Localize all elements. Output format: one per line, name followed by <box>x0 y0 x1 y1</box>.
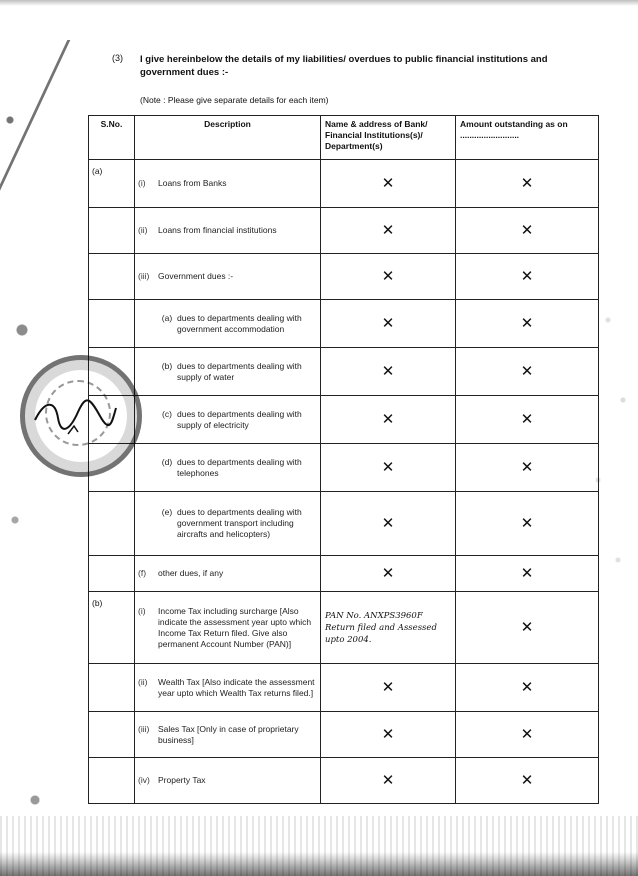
cross-mark: ✕ <box>381 174 395 192</box>
row-description-cell <box>135 300 321 348</box>
table-row <box>89 592 599 664</box>
cross-mark: ✕ <box>520 174 534 192</box>
row-name-cell <box>321 254 456 300</box>
row-serial: (b) <box>92 598 103 608</box>
row-name-cell <box>321 492 456 556</box>
cross-mark: ✕ <box>520 458 534 476</box>
row-description: Income Tax including surcharge [Also indicate the assessment year upto which Income Tax Return filed. Give also permanent Account Number (PAN)] <box>158 605 312 649</box>
row-description-cell <box>135 254 321 300</box>
row-sub-number: (iii) <box>138 271 150 281</box>
cross-mark: ✕ <box>381 362 395 380</box>
cross-mark: ✕ <box>381 410 395 428</box>
table-row <box>89 556 599 592</box>
row-amount-cell <box>456 758 599 804</box>
row-amount-cell <box>456 664 599 712</box>
row-amount-cell <box>456 556 599 592</box>
row-description: Property Tax <box>158 775 206 785</box>
table-row <box>89 712 599 758</box>
row-serial-cell <box>89 300 135 348</box>
cross-mark: ✕ <box>381 771 395 789</box>
row-name-cell <box>321 444 456 492</box>
cross-mark: ✕ <box>520 564 534 582</box>
row-serial-cell <box>89 712 135 758</box>
row-amount-cell <box>456 444 599 492</box>
row-description-cell <box>135 592 321 664</box>
row-description: dues to departments dealing with telephones <box>177 456 302 478</box>
table-row <box>89 348 599 396</box>
row-description-cell <box>135 160 321 208</box>
table-row <box>89 300 599 348</box>
row-serial-cell <box>89 664 135 712</box>
table-row <box>89 664 599 712</box>
table-row <box>89 160 599 208</box>
row-name-cell <box>321 712 456 758</box>
row-description-cell <box>135 664 321 712</box>
row-description: other dues, if any <box>158 568 224 578</box>
section-number: (3) <box>112 53 123 63</box>
row-description: Wealth Tax [Also indicate the assessment year upto which Wealth Tax returns filed.] <box>158 676 315 698</box>
table-row <box>89 396 599 444</box>
header-name-address: Name & address of Bank/ Financial Institutions(s)/ Department(s) <box>321 116 456 160</box>
table-row <box>89 254 599 300</box>
row-sub-number: (e) <box>161 507 173 517</box>
cross-mark: ✕ <box>381 564 395 582</box>
row-serial-cell <box>89 254 135 300</box>
row-sub-number: (d) <box>161 456 173 467</box>
row-serial-cell <box>89 492 135 556</box>
row-description: dues to departments dealing with government transport including aircrafts and helicopters) <box>177 507 302 539</box>
cross-mark: ✕ <box>381 514 395 532</box>
header-description: Description <box>135 116 321 160</box>
row-description-cell <box>135 492 321 556</box>
cross-mark: ✕ <box>520 678 534 696</box>
row-description-cell <box>135 556 321 592</box>
cross-mark: ✕ <box>381 314 395 332</box>
cross-mark: ✕ <box>520 221 534 239</box>
cross-mark: ✕ <box>381 458 395 476</box>
row-amount-cell <box>456 348 599 396</box>
cross-mark: ✕ <box>520 410 534 428</box>
row-description: Loans from financial institutions <box>158 225 277 235</box>
row-sub-number: (i) <box>138 178 146 188</box>
row-sub-number: (b) <box>161 360 173 371</box>
row-name-cell <box>321 664 456 712</box>
intro-text: I give hereinbelow the details of my liabilities/ overdues to public financial institutions and government dues :- <box>140 54 548 78</box>
row-description: Loans from Banks <box>158 178 227 188</box>
liabilities-table <box>88 115 599 804</box>
cross-mark: ✕ <box>520 618 534 636</box>
row-sub-number: (f) <box>138 568 147 578</box>
cross-mark: ✕ <box>520 267 534 285</box>
header-sno: S.No. <box>89 116 135 160</box>
row-description: dues to departments dealing with supply of water <box>177 360 302 382</box>
row-description: dues to departments dealing with government accommodation <box>177 312 302 334</box>
row-description-cell <box>135 712 321 758</box>
row-sub-number: (i) <box>138 605 146 616</box>
row-description: Government dues :- <box>158 271 234 281</box>
row-name-cell <box>321 758 456 804</box>
row-description: dues to departments dealing with supply of electricity <box>177 408 302 430</box>
row-description-cell <box>135 396 321 444</box>
row-description: Sales Tax [Only in case of proprietary business] <box>158 723 299 745</box>
row-sub-number: (iii) <box>138 723 150 734</box>
cross-mark: ✕ <box>520 725 534 743</box>
scan-bottom-edge <box>0 852 638 876</box>
cross-mark: ✕ <box>520 314 534 332</box>
cross-mark: ✕ <box>520 362 534 380</box>
row-serial-cell <box>89 208 135 254</box>
row-amount-cell <box>456 592 599 664</box>
cross-mark: ✕ <box>381 221 395 239</box>
row-name-cell <box>321 396 456 444</box>
signature-scribble <box>30 390 120 440</box>
row-amount-cell <box>456 492 599 556</box>
table-row <box>89 444 599 492</box>
row-sub-number: (a) <box>161 312 173 323</box>
row-amount-cell <box>456 300 599 348</box>
note-text: (Note : Please give separate details for each item) <box>140 95 329 105</box>
row-description-cell <box>135 208 321 254</box>
row-name-cell <box>321 300 456 348</box>
cross-mark: ✕ <box>381 267 395 285</box>
row-sub-number: (c) <box>162 408 172 419</box>
cross-mark: ✕ <box>381 725 395 743</box>
cross-mark: ✕ <box>520 771 534 789</box>
table-row <box>89 492 599 556</box>
row-amount-cell <box>456 254 599 300</box>
scan-top-edge <box>0 0 638 6</box>
row-description-cell <box>135 348 321 396</box>
row-sub-number: (iv) <box>138 775 150 785</box>
row-amount-cell <box>456 208 599 254</box>
row-name-cell <box>321 208 456 254</box>
row-name-cell <box>321 592 456 664</box>
row-amount-cell <box>456 712 599 758</box>
row-name-cell <box>321 348 456 396</box>
row-name-cell <box>321 556 456 592</box>
cross-mark: ✕ <box>520 514 534 532</box>
row-serial-cell <box>89 592 135 664</box>
row-serial: (a) <box>92 166 103 176</box>
row-description-cell <box>135 444 321 492</box>
header-amount: Amount outstanding as on ......................... <box>456 116 599 160</box>
row-serial-cell <box>89 160 135 208</box>
handwritten-entry: PAN No. ANXPS3960F Return filed and Assessed upto 2004. <box>325 610 437 645</box>
row-sub-number: (ii) <box>138 676 148 687</box>
table-row <box>89 208 599 254</box>
row-description-cell <box>135 758 321 804</box>
row-amount-cell <box>456 396 599 444</box>
row-name-cell <box>321 160 456 208</box>
row-sub-number: (ii) <box>138 225 148 235</box>
cross-mark: ✕ <box>381 678 395 696</box>
row-serial-cell <box>89 556 135 592</box>
table-row <box>89 758 599 804</box>
row-amount-cell <box>456 160 599 208</box>
row-serial-cell <box>89 758 135 804</box>
